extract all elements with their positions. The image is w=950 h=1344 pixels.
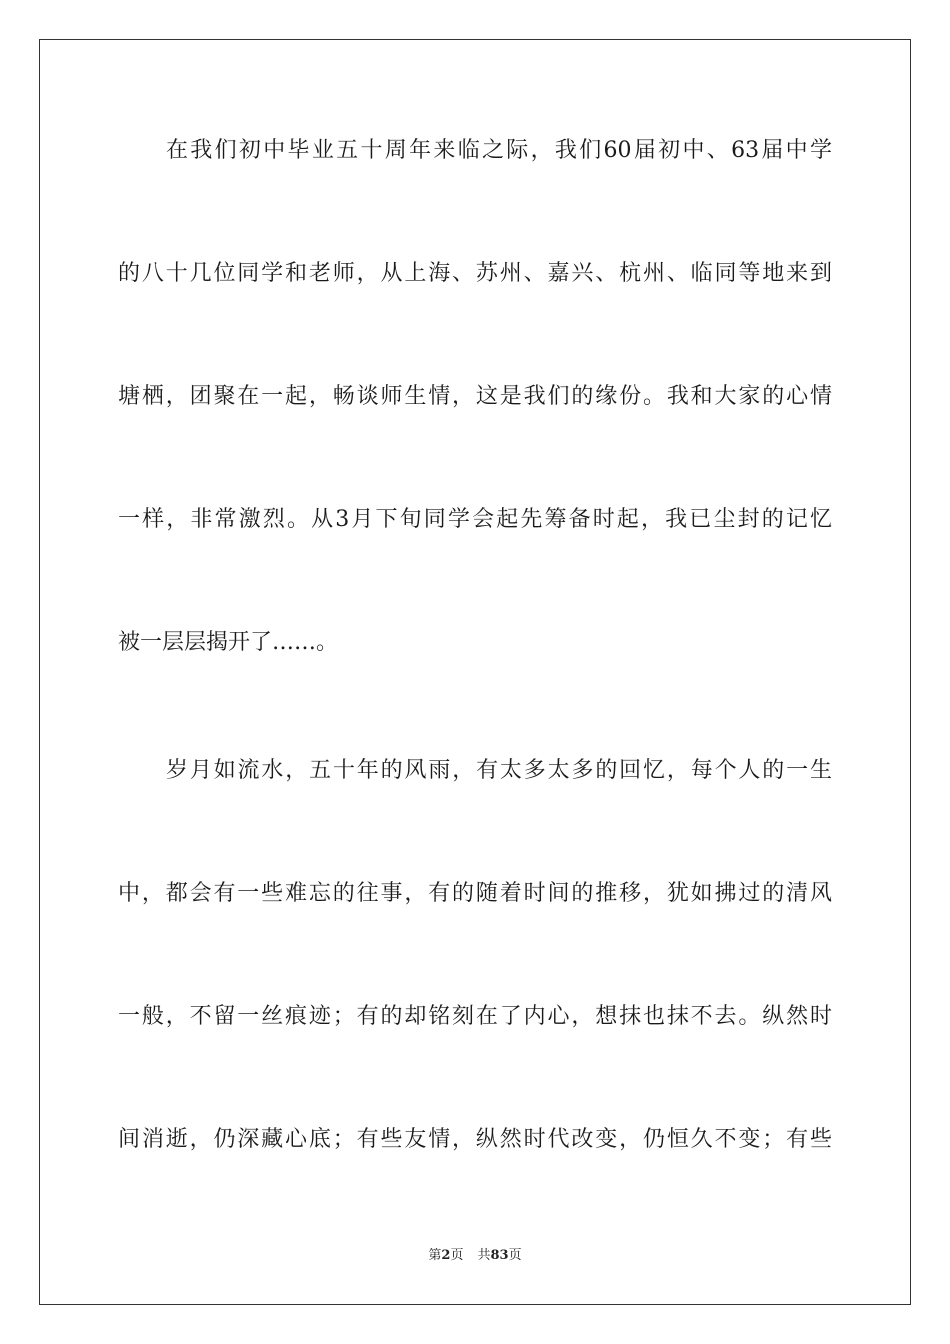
footer-page-suffix: 页 <box>450 1248 464 1263</box>
paragraph-2-line-3: 一般，不留一丝痕迹；有的却铭刻在了内心，想抹也抹不去。纵然时 <box>118 1004 832 1029</box>
paragraph-2-line-1: 岁月如流水，五十年的风雨，有太多太多的回忆，每个人的一生 <box>166 758 832 783</box>
paragraph-1-line-4: 一样，非常激烈。从3月下旬同学会起先筹备时起，我已尘封的记忆 <box>118 507 832 532</box>
footer-total-pages: 83 <box>490 1248 509 1263</box>
page-footer <box>0 1247 950 1265</box>
paragraph-1-line-2: 的八十几位同学和老师，从上海、苏州、嘉兴、杭州、临同等地来到 <box>118 261 832 286</box>
paragraph-2-line-2: 中，都会有一些难忘的往事，有的随着时间的推移，犹如拂过的清风 <box>118 881 832 906</box>
paragraph-1-line-3: 塘栖，团聚在一起，畅谈师生情，这是我们的缘份。我和大家的心情 <box>118 384 832 409</box>
page-frame <box>39 39 911 1305</box>
footer-total-suffix: 页 <box>508 1248 522 1263</box>
paragraph-2-line-4: 间消逝，仍深藏心底；有些友情，纵然时代改变，仍恒久不变；有些 <box>118 1127 832 1152</box>
paragraph-1-line-1: 在我们初中毕业五十周年来临之际，我们60届初中、63届中学 <box>166 138 832 163</box>
footer-page-prefix: 第 <box>428 1248 442 1263</box>
footer-page-number: 2 <box>441 1248 451 1263</box>
footer-total-prefix: 共 <box>477 1248 491 1263</box>
paragraph-1-line-5: 被一层层揭开了……。 <box>118 630 339 655</box>
